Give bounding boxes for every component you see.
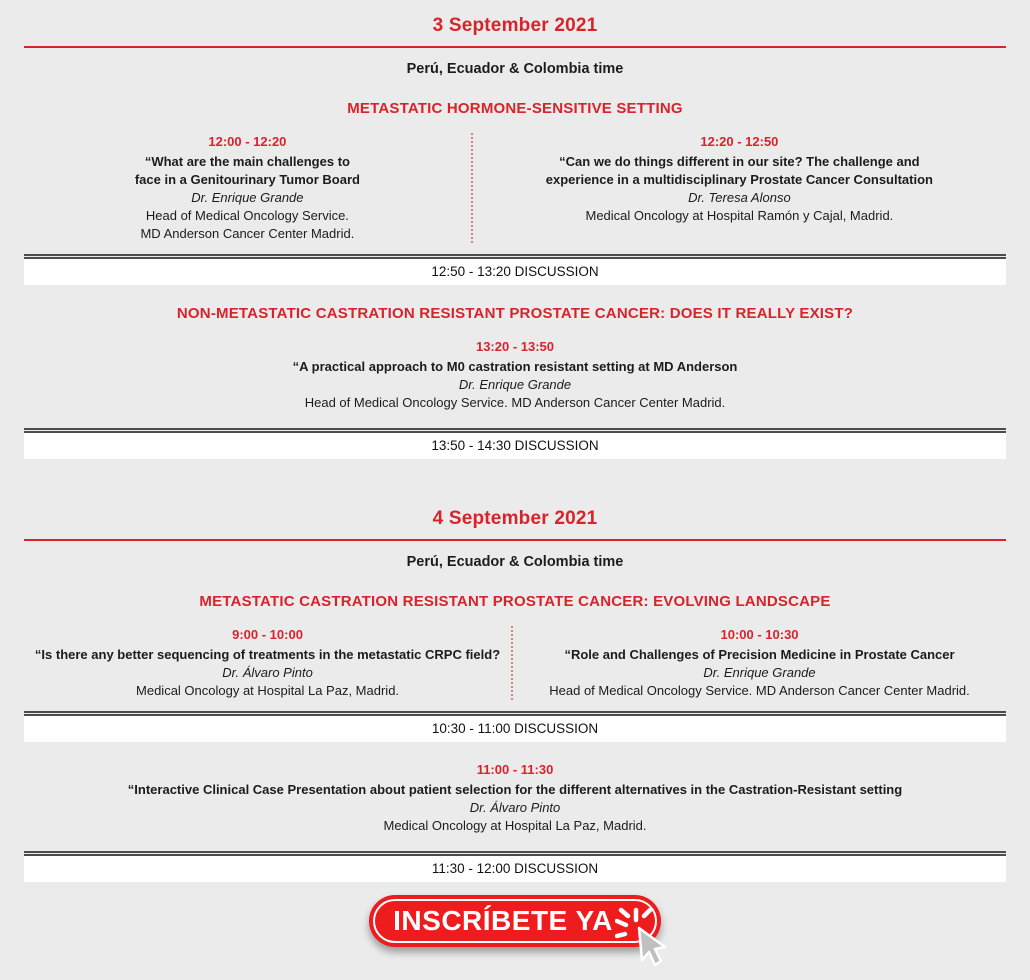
session-affiliation: Head of Medical Oncology Service. MD Anderson Cancer Center Madrid.: [304, 395, 726, 410]
discussion-bar-1250: [24, 254, 1006, 285]
session-title: “Interactive Clinical Case Presentation about patient selection for the different alternatives in the Castration-Resistant setting: [127, 782, 903, 797]
day-1-topic-1-heading: METASTATIC HORMONE-SENSITIVE SETTING: [347, 100, 683, 117]
session-1000: [511, 626, 1006, 700]
day-1-sessions-row: [24, 133, 1006, 243]
session-affiliation: Head of Medical Oncology Service. MD Anderson Cancer Center Madrid.: [549, 683, 970, 698]
discussion-label: 12:50 - 13:20 DISCUSSION: [431, 264, 599, 279]
day-2-topic-1-heading: METASTATIC CASTRATION RESISTANT PROSTATE CANCER: EVOLVING LANDSCAPE: [199, 593, 831, 610]
discussion-label: 10:30 - 11:00 DISCUSSION: [431, 721, 599, 736]
session-time: 11:00 - 11:30: [476, 762, 554, 777]
day-2-sessions-row: [24, 626, 1006, 700]
cta-row: [24, 895, 1006, 947]
register-button[interactable]: [369, 895, 661, 947]
session-speaker: Dr. Enrique Grande: [191, 190, 304, 205]
session-speaker: Dr. Álvaro Pinto: [469, 800, 561, 815]
session-affiliation: Head of Medical Oncology Service. MD Anderson Cancer Center Madrid.: [140, 208, 355, 241]
register-button-label: INSCRÍBETE YA: [393, 905, 613, 936]
discussion-bar-1130: [24, 851, 1006, 882]
session-title: “A practical approach to M0 castration resistant setting at MD Anderson: [292, 359, 738, 374]
day-1-topic-2-heading: NON-METASTATIC CASTRATION RESISTANT PROSTATE CANCER: DOES IT REALLY EXIST?: [176, 305, 854, 322]
session-title: “What are the main challenges to face in a Genitourinary Tumor Board: [134, 154, 360, 187]
session-1100: [45, 761, 985, 835]
discussion-bar-1030: [24, 711, 1006, 742]
discussion-label: 11:30 - 12:00 DISCUSSION: [431, 861, 599, 876]
session-title: “Role and Challenges of Precision Medicine in Prostate Cancer: [564, 647, 955, 662]
session-time: 9:00 - 10:00: [232, 627, 303, 642]
discussion-bar-1350: [24, 428, 1006, 459]
session-title: “Can we do things different in our site? The challenge and experience in a multidisciplinary Prostate Cancer Consultation: [545, 154, 933, 187]
session-0900: [24, 626, 511, 700]
day-2-title: 4 September 2021: [432, 508, 598, 529]
session-speaker: Dr. Enrique Grande: [458, 377, 572, 392]
session-speaker: Dr. Enrique Grande: [703, 665, 816, 680]
discussion-label: 13:50 - 14:30 DISCUSSION: [431, 438, 599, 453]
session-time: 13:20 - 13:50: [475, 339, 555, 354]
session-time: 12:00 - 12:20: [208, 134, 287, 149]
session-title: “Is there any better sequencing of treatments in the metastatic CRPC field?: [34, 647, 501, 662]
day-1-section: [24, 14, 1006, 459]
day-2-section: [24, 507, 1006, 882]
session-speaker: Dr. Teresa Alonso: [688, 190, 791, 205]
session-affiliation: Medical Oncology at Hospital La Paz, Madrid.: [136, 683, 400, 698]
session-time: 12:20 - 12:50: [700, 134, 779, 149]
session-affiliation: Medical Oncology at Hospital Ramón y Cajal, Madrid.: [585, 208, 894, 223]
session-affiliation: Medical Oncology at Hospital La Paz, Madrid.: [383, 818, 647, 833]
session-1320: [135, 338, 895, 412]
session-1200: [24, 133, 471, 243]
day-2-timezone: Perú, Ecuador & Colombia time: [406, 554, 624, 570]
day-1-rule: [24, 46, 1006, 48]
day-1-timezone: Perú, Ecuador & Colombia time: [406, 61, 624, 77]
session-1220: [471, 133, 1006, 243]
day-2-rule: [24, 539, 1006, 541]
session-time: 10:00 - 10:30: [720, 627, 799, 642]
day-1-title: 3 September 2021: [432, 15, 598, 36]
session-speaker: Dr. Álvaro Pinto: [222, 665, 313, 680]
